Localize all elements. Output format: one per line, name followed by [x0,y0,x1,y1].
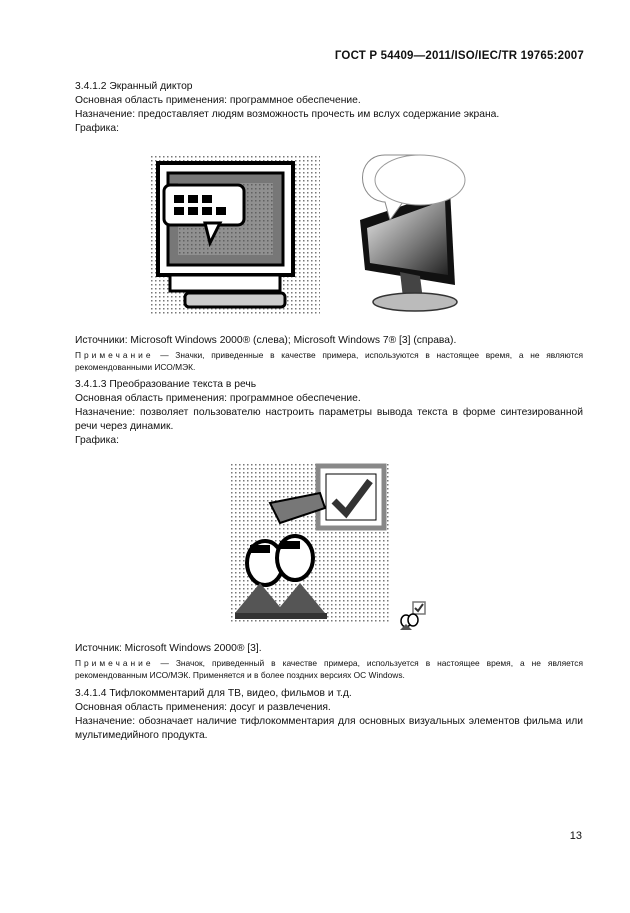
narrator-pixel-icon [150,155,320,315]
section-purpose: Назначение: позволяет пользователю настроить параметры вывода текста в форме синтезированной речи через динамик. [75,407,583,432]
section-graphics-label: Графика: [75,123,119,134]
section-area: Основная область применения: досуг и развлечения. [75,702,331,713]
tts-small-icon [398,601,428,631]
section-purpose: Назначение: обозначает наличие тифлокомментария для основных визуальных элементов фильма или мультимедийного продукта. [75,716,583,741]
section-title: 3.4.1.4 Тифлокомментарий для ТВ, видео, фильмов и т.д. [75,688,352,699]
section-source: Источник: Microsoft Windows 2000® [3]. [75,643,262,654]
note-text: — Значок, приведенный в качестве примера, используется в настоящее время, а не является рекомендованным ИСО/МЭК. Применяется и в более поздних версиях ОС Windows. [75,658,583,680]
document-header: ГОСТ Р 54409—2011/ISO/IEC/TR 19765:2007 [334,50,584,62]
section-area: Основная область применения: программное обеспечение. [75,393,361,404]
note-label: Примечание [75,658,154,668]
section-note [75,658,583,681]
section-area: Основная область применения: программное обеспечение. [75,95,361,106]
section-title: 3.4.1.3 Преобразование текста в речь [75,379,257,390]
page-number: 13 [569,830,582,842]
narrator-monitor-icon [345,150,475,320]
section-title: 3.4.1.2 Экранный диктор [75,81,193,92]
section-note [75,350,583,373]
tts-pixel-icon [230,463,390,623]
section-purpose: Назначение: предоставляет людям возможность прочесть им вслух содержание экрана. [75,109,500,120]
note-text: — Значки, приведенные в качестве примера, используются в настоящее время, а не являются рекомендованными ИСО/МЭК. [75,350,583,372]
section-graphics-label: Графика: [75,435,119,446]
note-label: Примечание [75,350,154,360]
section-source: Источники: Microsoft Windows 2000® (слева); Microsoft Windows 7® [3] (справа). [75,335,457,346]
